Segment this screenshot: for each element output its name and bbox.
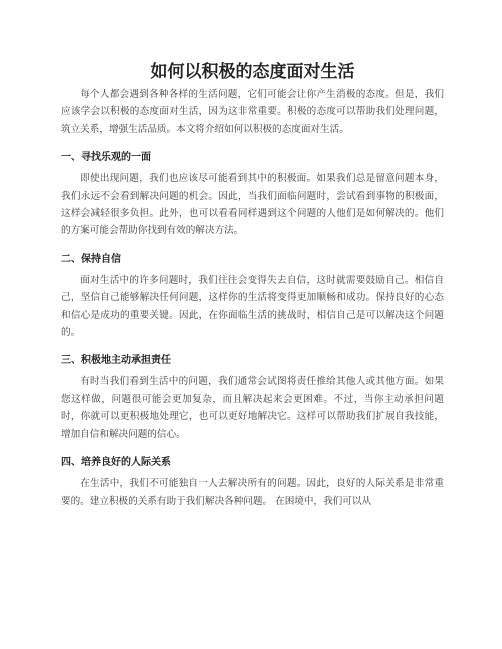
intro-paragraph: 每个人都会遇到各种各样的生活问题，它们可能会让你产生消极的态度。但是，我们应该学会以积极的态度面对生活，因为这非常重要。积极的态度可以帮助我们处理问题，筑立关系，增强生活品质。本文将介绍如何以积极的态度面对生活。 bbox=[61, 89, 444, 135]
section-body: 在生活中，我们不可能独自一人去解决所有的问题。因此，良好的人际关系是非常重要的。建立积极的关系有助于我们解决各种问题。 在困境中，我们可以从 bbox=[61, 478, 444, 507]
section-body: 即使出现问题，我们也应该尽可能看到其中的积极面。如果我们总是留意问题本身，我们永远不会看到解决问题的机会。因此，当我们面临问题时，尝试看到事物的积极面，这样会减轻很多负担。此外，也可以看看同样遇到这个问题的人他们是如何解决的。他们的方案可能会帮助你找到有效的解决方法。 bbox=[61, 173, 444, 237]
section-3 bbox=[61, 353, 444, 443]
section-heading: 二、保持自信 bbox=[61, 253, 121, 265]
document-title: 如何以积极的态度面对生活 bbox=[150, 62, 355, 82]
section-heading: 四、培养良好的人际关系 bbox=[61, 457, 171, 469]
section-1 bbox=[61, 150, 444, 240]
section-4 bbox=[61, 455, 444, 510]
section-body: 面对生活中的许多问题时，我们往往会变得失去自信，这时就需要鼓励自己。相信自己，坚信自己能够解决任何问题，这样你的生活将变得更加顺畅和成功。保持良好的心态和信心是成功的重要关键。因此，在你面临生活的挑战时，相信自己是可以解决这个问题的。 bbox=[61, 274, 444, 339]
section-heading: 一、寻找乐观的一面 bbox=[61, 152, 151, 164]
section-body: 有时当我们看到生活中的问题，我们通常会试图将责任推给其他人或其他方面。如果您这样做，问题很可能会更加复杂，而且解决起来会更困难。不过，当你主动承担问题时，你就可以更积极地处理它，也可以更好地解决它。这样可以帮助我们扩展自我技能，增加自信和解决问题的信心。 bbox=[61, 376, 444, 440]
section-heading: 三、积极地主动承担责任 bbox=[61, 355, 171, 367]
section-2 bbox=[61, 252, 444, 342]
